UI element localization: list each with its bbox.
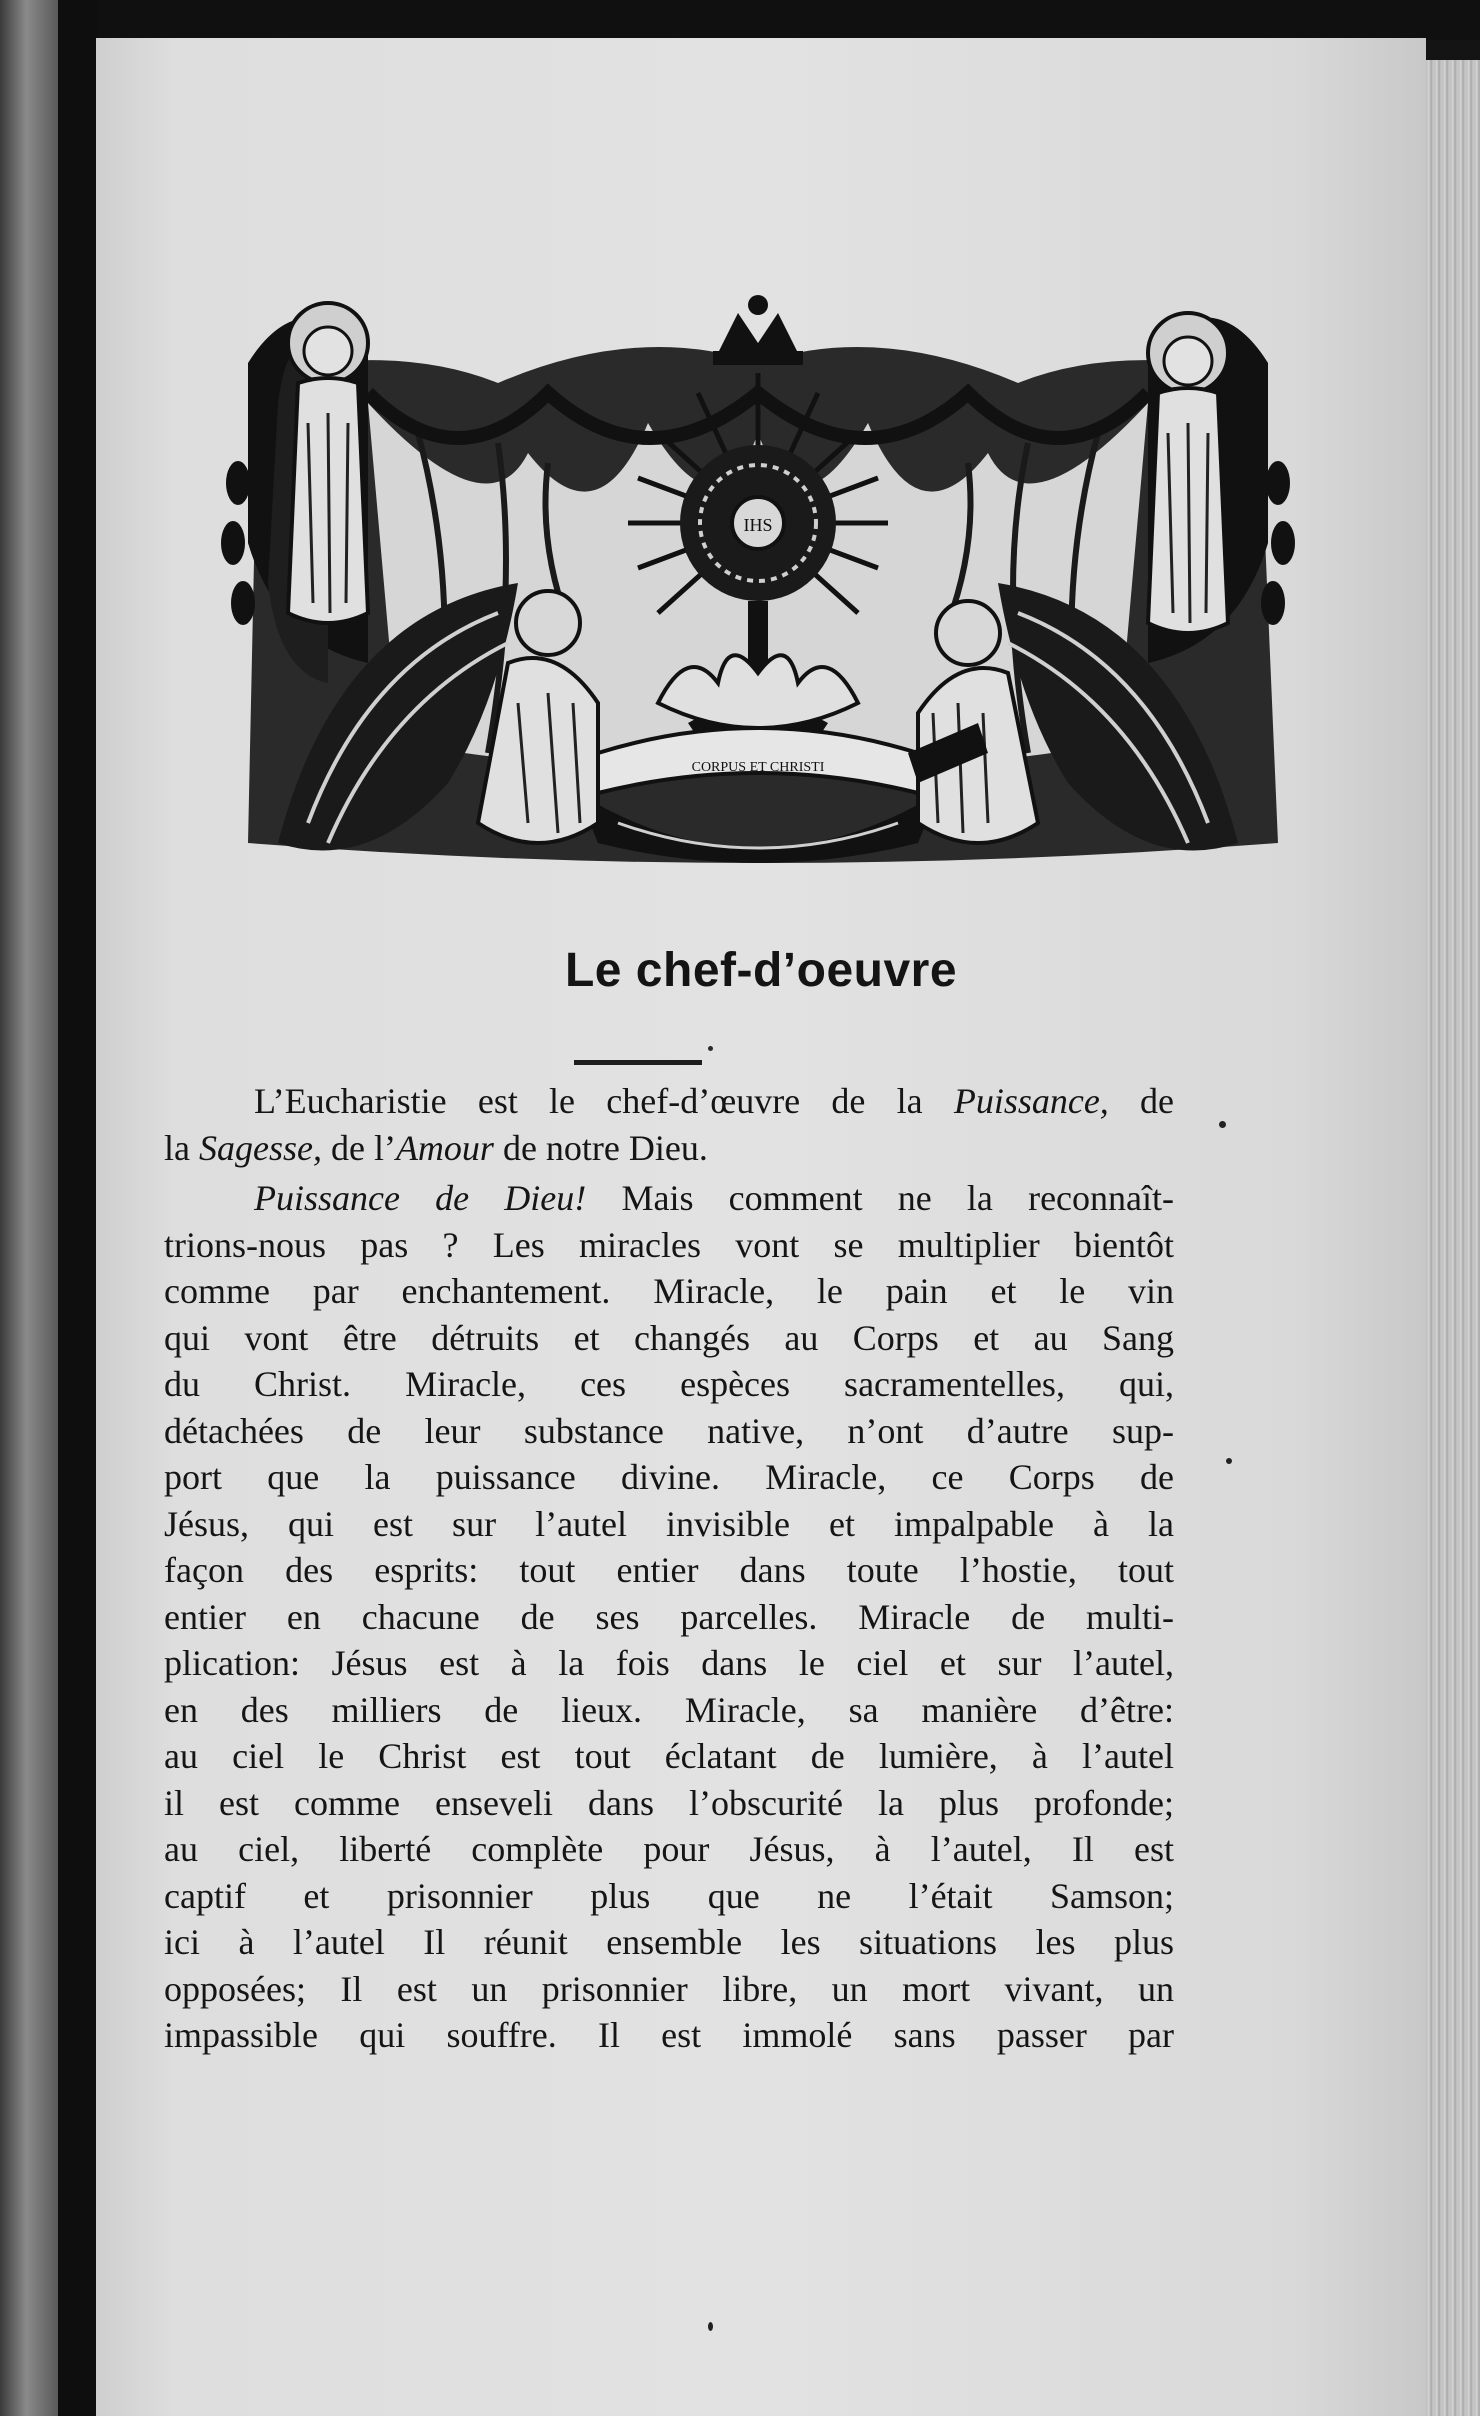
text-segment: ici à l’autel Il réunit ensemble les situations les plus (164, 1922, 1174, 1962)
text-segment: de (1108, 1081, 1175, 1121)
body-text (96, 1078, 1426, 2218)
text-line (164, 1222, 1174, 1268)
text-segment: plication: Jésus est à la fois dans le ciel et sur l’autel, (164, 1643, 1174, 1683)
banner-text: CORPUS ET CHRISTI (691, 760, 825, 775)
text-segment: au ciel, liberté complète pour Jésus, à l’autel, Il est (164, 1829, 1174, 1869)
text-segment: entier en chacune de ses parcelles. Miracle de multi- (164, 1596, 1174, 1637)
text-line (164, 1873, 1174, 1919)
text-line (164, 1268, 1174, 1314)
title-rule (574, 1060, 702, 1065)
text-segment: Jésus, qui est sur l’autel invisible et impalpable à la (164, 1503, 1174, 1544)
text-line (164, 1408, 1174, 1454)
ink-speck (1226, 1458, 1232, 1464)
text-line (164, 1780, 1174, 1826)
text-line (164, 1547, 1174, 1593)
italic-segment: Puissance de Dieu! (254, 1178, 587, 1218)
chapter-title: Le chef-d’oeuvre (564, 944, 958, 997)
text-line (254, 1175, 1174, 1221)
text-segment: du Christ. Miracle, ces espèces sacramentelles, qui, (164, 1364, 1174, 1404)
book-page (96, 38, 1426, 2416)
text-line (164, 1501, 1174, 1547)
text-segment: il est comme enseveli dans l’obscurité la plus profonde; (164, 1782, 1174, 1823)
text-segment: façon des esprits: tout entier dans toute l’hostie, tout (164, 1550, 1174, 1590)
text-line (164, 1919, 1174, 1965)
text-line (164, 1315, 1174, 1361)
left-page-edge (0, 0, 58, 2416)
text-line (254, 1078, 1174, 1124)
italic-segment: Puissance, (953, 1081, 1109, 1121)
text-segment: en des milliers de lieux. Miracle, sa manière d’être: (164, 1689, 1174, 1730)
text-line (164, 1687, 1174, 1733)
text-segment: détachées de leur substance native, n’ont d’autre sup- (164, 1410, 1174, 1451)
text-segment: comme par enchantement. Miracle, le pain et le vin (164, 1271, 1174, 1311)
text-segment: au ciel le Christ est tout éclatant de lumière, à l’autel (164, 1736, 1174, 1776)
text-segment: trions-nous pas ? Les miracles vont se multiplier bientôt (164, 1224, 1174, 1265)
text-segment: de l’ (321, 1127, 396, 1168)
text-line (164, 1826, 1174, 1872)
text-segment: qui vont être détruits et changés au Corps et au Sang (164, 1317, 1174, 1358)
text-line (164, 1594, 1174, 1640)
text-line (164, 1640, 1174, 1686)
ink-speck (708, 2322, 713, 2331)
italic-segment: Amour (395, 1127, 494, 1168)
text-segment: de notre Dieu. (493, 1127, 708, 1168)
text-line (164, 2012, 1174, 2058)
text-line (164, 1966, 1174, 2012)
text-segment: L’Eucharistie est le chef-d’œuvre de la (254, 1081, 954, 1121)
text-segment: captif et prisonnier plus que ne l’était Samson; (164, 1875, 1174, 1916)
text-line (164, 1733, 1174, 1779)
scan-top-shadow (0, 0, 1480, 40)
text-segment: port que la puissance divine. Miracle, ce Corps de (164, 1457, 1174, 1497)
ink-speck (1219, 1121, 1226, 1128)
text-line (164, 1125, 1174, 1171)
page-stack-edges (1426, 60, 1480, 2416)
eucharistic-vignette (218, 283, 1298, 913)
text-segment: impassible qui souffre. Il est immolé sans passer par (164, 2015, 1174, 2055)
book-binding (58, 0, 98, 2416)
monogram: IHS (743, 515, 773, 535)
text-line (164, 1454, 1174, 1500)
text-line (164, 1361, 1174, 1407)
text-segment: Mais comment ne la reconnaît- (586, 1178, 1175, 1218)
text-segment: opposées; Il est un prisonnier libre, un mort vivant, un (164, 1968, 1174, 2009)
crown (713, 295, 803, 365)
text-segment: la (164, 1127, 199, 1168)
italic-segment: Sagesse, (198, 1127, 322, 1168)
